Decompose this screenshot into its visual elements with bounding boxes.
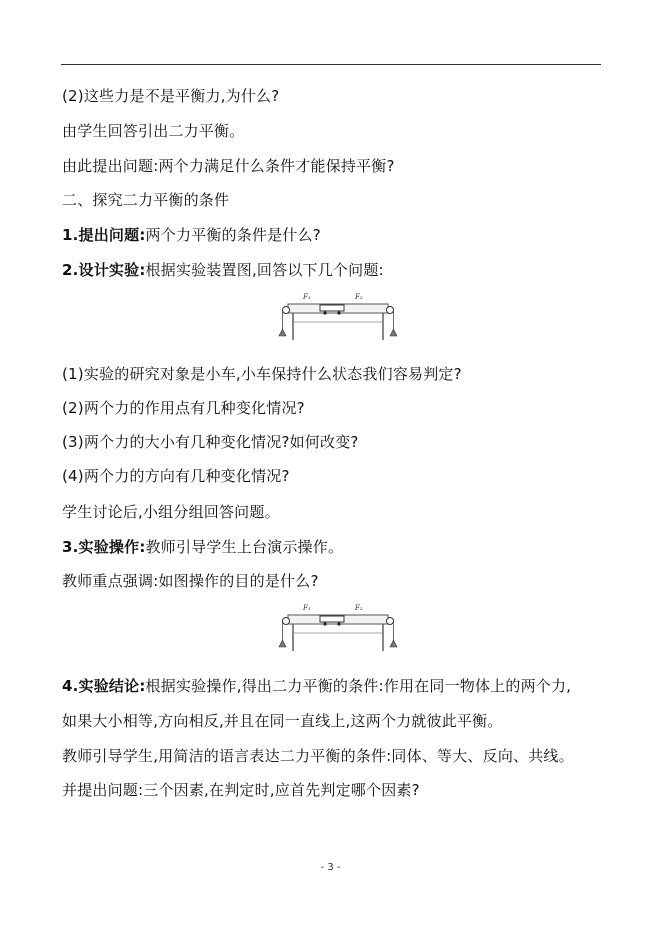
problem-statement-line: 由此提出问题:两个力满足什么条件才能保持平衡? [62, 157, 395, 175]
step-4-text: 根据实验操作,得出二力平衡的条件:作用在同一物体上的两个力, [145, 677, 572, 695]
step-1-text: 两个力平衡的条件是什么? [145, 226, 321, 244]
right-pulley [387, 307, 394, 314]
force-label-f1: F₁ [303, 604, 311, 612]
step-2-label: 2.设计实验: [62, 261, 146, 279]
step-3-text: 教师引导学生上台演示操作。 [145, 538, 344, 556]
right-pulley [387, 618, 394, 625]
left-pulley [283, 618, 290, 625]
closing-line-1: 教师引导学生,用简洁的语言表达二力平衡的条件:同体、等大、反向、共线。 [62, 747, 574, 765]
step-2-text: 根据实验装置图,回答以下几个问题: [145, 261, 384, 279]
force-label-f2: F₂ [355, 604, 363, 612]
step-4-line [62, 676, 571, 696]
question-2: (2)两个力的作用点有几种变化情况? [62, 399, 305, 417]
question-1: (1)实验的研究对象是小车,小车保持什么状态我们容易判定? [62, 365, 462, 383]
experiment-figure-2 [276, 601, 400, 655]
section-heading: 二、探究二力平衡的条件 [62, 191, 230, 209]
cart [320, 616, 344, 622]
left-weight [279, 329, 286, 336]
question-4: (4)两个力的方向有几种变化情况? [62, 467, 290, 485]
step-2-line [62, 260, 384, 280]
left-pulley [283, 307, 290, 314]
right-weight [390, 329, 397, 336]
student-answer-line: 由学生回答引出二力平衡。 [62, 122, 245, 140]
force-label-f2: F₂ [355, 293, 363, 301]
cart [320, 305, 344, 311]
step-1-line [62, 225, 321, 245]
header-rule [61, 64, 601, 65]
experiment-figure-1 [276, 290, 400, 344]
step-3-label: 3.实验操作: [62, 538, 146, 556]
step-4-label: 4.实验结论: [62, 677, 146, 695]
page-number: - 3 - [320, 862, 341, 873]
discussion-line: 学生讨论后,小组分组回答问题。 [62, 503, 280, 521]
question-3: (3)两个力的大小有几种变化情况?如何改变? [62, 433, 359, 451]
force-label-f1: F₁ [303, 293, 311, 301]
left-weight [279, 640, 286, 647]
step-4-continuation: 如果大小相等,方向相反,并且在同一直线上,这两个力就彼此平衡。 [62, 712, 503, 730]
step-3-line [62, 537, 343, 557]
step-1-label: 1.提出问题: [62, 226, 146, 244]
emphasis-line: 教师重点强调:如图操作的目的是什么? [62, 572, 319, 590]
closing-line-2: 并提出问题:三个因素,在判定时,应首先判定哪个因素? [62, 781, 420, 799]
right-weight [390, 640, 397, 647]
question-2-line: (2)这些力是不是平衡力,为什么? [62, 87, 280, 105]
